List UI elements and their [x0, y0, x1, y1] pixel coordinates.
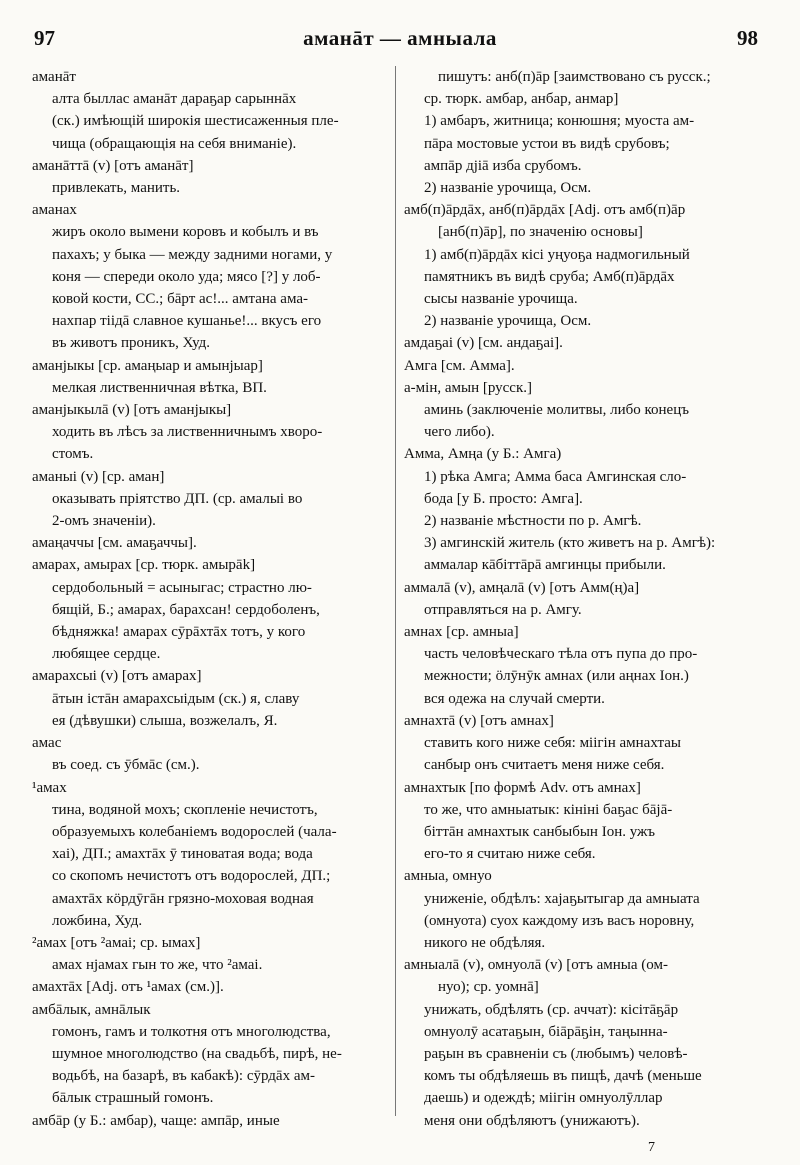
entry-text-line: санбыр онъ считаетъ меня ниже себя.: [424, 757, 665, 774]
entry-text-line: омнуолӯ асатаҕын, біāрāҕін, таңынна-: [424, 1023, 668, 1040]
entry-headword-line: амбāлык, амнāлык: [32, 1001, 151, 1018]
entry-text-line: сердобольный = асыныгас; страстно лю-: [52, 579, 312, 596]
entry-text-line: памятникъ въ видѣ сруба; Амб(п)āрдāх: [424, 268, 675, 285]
entry-text-line: отправляться на р. Амгу.: [424, 601, 582, 618]
entry-headword-line: амныалā (v), омнуолā (v) [отъ амныа (ом-: [404, 957, 668, 974]
entry-text-line: пахахъ; у быка — между задними ногами, у: [52, 246, 333, 263]
page-number-right: 98: [737, 26, 758, 50]
entry-headword-line: аммалā (v), амңалā (v) [отъ Амм(ң)а]: [404, 579, 640, 596]
entry-headword-line: амарах, амырах [ср. тюрк. амырāk]: [32, 557, 256, 574]
entry-text-line: біттāн амнахтык санбыбын Іон. ужъ: [424, 823, 655, 840]
entry-text-line: вся одежа на случай смерти.: [424, 690, 605, 707]
entry-text-line: тина, водяной мохъ; скопленіе нечистотъ,: [52, 801, 318, 818]
entry-headword-line: амдаҕаі (v) [см. андаҕаі].: [404, 335, 563, 352]
entry-text-line: 1) амбаръ, житница; конюшня; муоста ам-: [424, 113, 695, 130]
entry-text-line: часть человѣческаго тѣла отъ пупа до про-: [424, 646, 698, 663]
entry-text-line: ковой кости, СС.; бāрт ас!... амтана ама-: [52, 291, 308, 308]
entry-text-line: ея (дѣвушки) слыша, возжелалъ, Я.: [52, 712, 278, 729]
entry-headword-line: Амма, Амңа (у Б.: Амга): [404, 446, 562, 463]
entry-text-line: образуемыхъ колебаніемъ водорослей (чала-: [52, 823, 337, 840]
entry-headword-line: амахтāх [Adj. отъ ¹амах (см.)].: [32, 979, 224, 996]
entry-text-line: бящій, Б.; амарах, барахсан! сердоболенъ,: [52, 601, 320, 618]
entry-text-line: въ животъ проникъ, Худ.: [52, 335, 211, 352]
entry-headword-line: а-мін, амын [русск.]: [404, 379, 532, 396]
entry-text-line: комъ ты обдѣляешь въ пищѣ, дачѣ (меньше: [424, 1068, 702, 1085]
entry-text-line: униженіе, обдѣлъ: хајаҕытыгар да амныата: [424, 890, 700, 907]
entry-text-line: бāлык страшный гомонъ.: [52, 1090, 214, 1107]
entry-headword-line: амнахтык [по формѣ Adv. отъ амнах]: [404, 779, 641, 796]
page-number-left: 97: [34, 26, 55, 50]
entry-text-line: хаі), ДП.; амахтāх ӯ тиноватая вода; вода: [52, 846, 313, 863]
entry-text-line: мелкая лиственничная вѣтка, ВП.: [52, 379, 267, 396]
entry-headword-line: амас: [32, 735, 62, 752]
entry-headword-line: амныа, омнуо: [404, 868, 492, 885]
entry-text-line: со скопомъ нечистотъ отъ водорослей, ДП.;: [52, 868, 331, 885]
entry-text-line: чища (обращающія на себя вниманіе).: [52, 135, 297, 152]
entry-text-line: 2) названіе урочища, Осм.: [424, 180, 592, 197]
page-header: [0, 20, 800, 60]
entry-text-line: 1) амб(п)āрдāх кісі уңуоҕа надмогильный: [424, 246, 690, 263]
entry-text-line: его-то я считаю ниже себя.: [424, 846, 596, 863]
entry-text-line: 2) названіе мѣстности по р. Амгѣ.: [424, 513, 642, 530]
right-column: [404, 66, 774, 1132]
left-column: [32, 66, 386, 1132]
entry-text-line: даешь) и одеждѣ; міігін омнуолӯллар: [424, 1090, 663, 1107]
entry-text-line: āтын істāн амарахсыідым (ск.) я, славу: [52, 690, 300, 707]
entry-text-line: водьбѣ, на базарѣ, въ кабакѣ): сӯрдāх ам-: [52, 1068, 315, 1085]
entry-text-line: стомъ.: [52, 446, 94, 463]
entry-headword-line: аманах: [32, 202, 77, 219]
entry-headword-line: аманјыкы [ср. амаңыар и амынјыар]: [32, 357, 263, 374]
entry-text-line: гомонъ, гамъ и толкотня отъ многолюдства,: [52, 1023, 331, 1040]
entry-headword-line: ¹амах: [32, 779, 67, 796]
entry-headword-line: аманыі (v) [ср. аман]: [32, 468, 165, 485]
entry-text-line: амахтāх кöрдӯгāн грязно-моховая водная: [52, 890, 314, 907]
entry-text-line: 3) амгинскій житель (кто живетъ на р. Амгѣ):: [424, 535, 716, 552]
entry-text-line: меня они обдѣляютъ (унижаютъ).: [424, 1112, 640, 1129]
entry-text-line: шумное многолюдство (на свадьбѣ, пирѣ, не-: [52, 1045, 342, 1062]
entry-headword-line: аманјыкылā (v) [отъ аманјыкы]: [32, 402, 232, 419]
column-divider: [395, 66, 396, 1116]
entry-text-line: нахпар тіідā славное кушанье!... вкусъ его: [52, 313, 322, 330]
entry-text-line: сысы названіе урочища.: [424, 291, 578, 308]
entry-text-line: унижать, обдѣлять (ср. аччат): кісітāҕāр: [424, 1001, 679, 1018]
entry-text-line: пāра мостовые устои въ видѣ срубовъ;: [424, 135, 670, 152]
entry-text-line: межности; öлӯнӯк амнах (или аңнах Іон.): [424, 668, 689, 685]
entry-text-line: 1) рѣка Амга; Амма баса Амгинская сло-: [424, 468, 687, 485]
entry-headword-line: амбāр (у Б.: амбар), чаще: ампāр, иные: [32, 1112, 280, 1129]
entry-headword-line: Амга [см. Амма].: [404, 357, 515, 374]
entry-text-line: бода [у Б. просто: Амга].: [424, 490, 583, 507]
entry-text-line: пишутъ: анб(п)āр [заимствовано съ русск.;: [438, 69, 711, 85]
entry-headword-line: аманāттā (v) [отъ аманāт]: [32, 157, 194, 174]
entry-text-line: оказывать пріятство ДП. (ср. амалыі во: [52, 490, 303, 507]
entry-text-line: аммалар кāбіттāрā амгинцы прибыли.: [424, 557, 666, 574]
entry-text-line: никого не обдѣляя.: [424, 934, 546, 951]
entry-text-line: то же, что амныатык: кініні баҕас бāјā-: [424, 801, 673, 818]
entry-text-line: 2) названіе урочища, Осм.: [424, 313, 592, 330]
entry-headword-line: амарахсыі (v) [отъ амарах]: [32, 668, 202, 685]
entry-headword-line: аманāт: [32, 69, 76, 85]
entry-text-line: въ соед. съ ӯбмāс (см.).: [52, 757, 200, 774]
entry-text-line: ходить въ лѣсъ за лиственничнымъ хворо-: [52, 424, 323, 441]
entry-text-line: ср. тюрк. амбар, анбар, анмар]: [424, 91, 619, 108]
entry-text-line: чего либо).: [424, 424, 495, 441]
signature-mark: 7: [648, 1140, 655, 1155]
entry-text-line: бѣдняжка! амарах сӯрāхтāх тотъ, у кого: [52, 624, 306, 641]
entry-text-line: привлекать, манить.: [52, 180, 181, 197]
entry-text-line: нуо); ср. уомнā]: [438, 979, 539, 996]
entry-text-line: (ск.) имѣющій широкія шестисаженныя пле-: [52, 113, 339, 130]
entry-headword-line: амаңаччы [см. амаҕаччы].: [32, 535, 197, 552]
entry-headword-line: амнахтā (v) [отъ амнах]: [404, 712, 554, 729]
entry-text-line: коня — спереди около уда; мясо [?] у лоб-: [52, 268, 321, 285]
entry-text-line: [анб(п)āр], по значенію основы]: [438, 224, 643, 241]
entry-text-line: аминь (заключеніе молитвы, либо конецъ: [424, 402, 689, 419]
running-title: аманāт — амныала: [303, 26, 497, 50]
entry-headword-line: амб(п)āрдāх, анб(п)āрдāх [Adj. отъ амб(п)āр: [404, 202, 686, 219]
entry-headword-line: ²амах [отъ ²амаі; ср. ымах]: [32, 934, 201, 951]
entry-text-line: ампāр дјіā изба срубомъ.: [424, 157, 582, 174]
entry-text-line: ставить кого ниже себя: міігін амнахтаы: [424, 735, 681, 752]
entry-headword-line: амнах [ср. амныа]: [404, 624, 519, 641]
entry-text-line: ложбина, Худ.: [52, 912, 143, 929]
entry-text-line: 2-омъ значеніи).: [52, 513, 156, 530]
entry-text-line: раҕын въ сравненіи съ (любымъ) человѣ-: [424, 1045, 688, 1062]
entry-text-line: амах нјамах гын то же, что ²амаі.: [52, 957, 263, 974]
entry-text-line: жиръ около вымени коровъ и кобылъ и въ: [52, 224, 319, 241]
entry-text-line: любящее сердце.: [52, 646, 161, 663]
entry-text-line: алта быллас аманāт дараҕар сарыннāх: [52, 91, 297, 108]
entry-text-line: (омнуота) суох каждому изъ васъ норовну,: [424, 912, 695, 929]
